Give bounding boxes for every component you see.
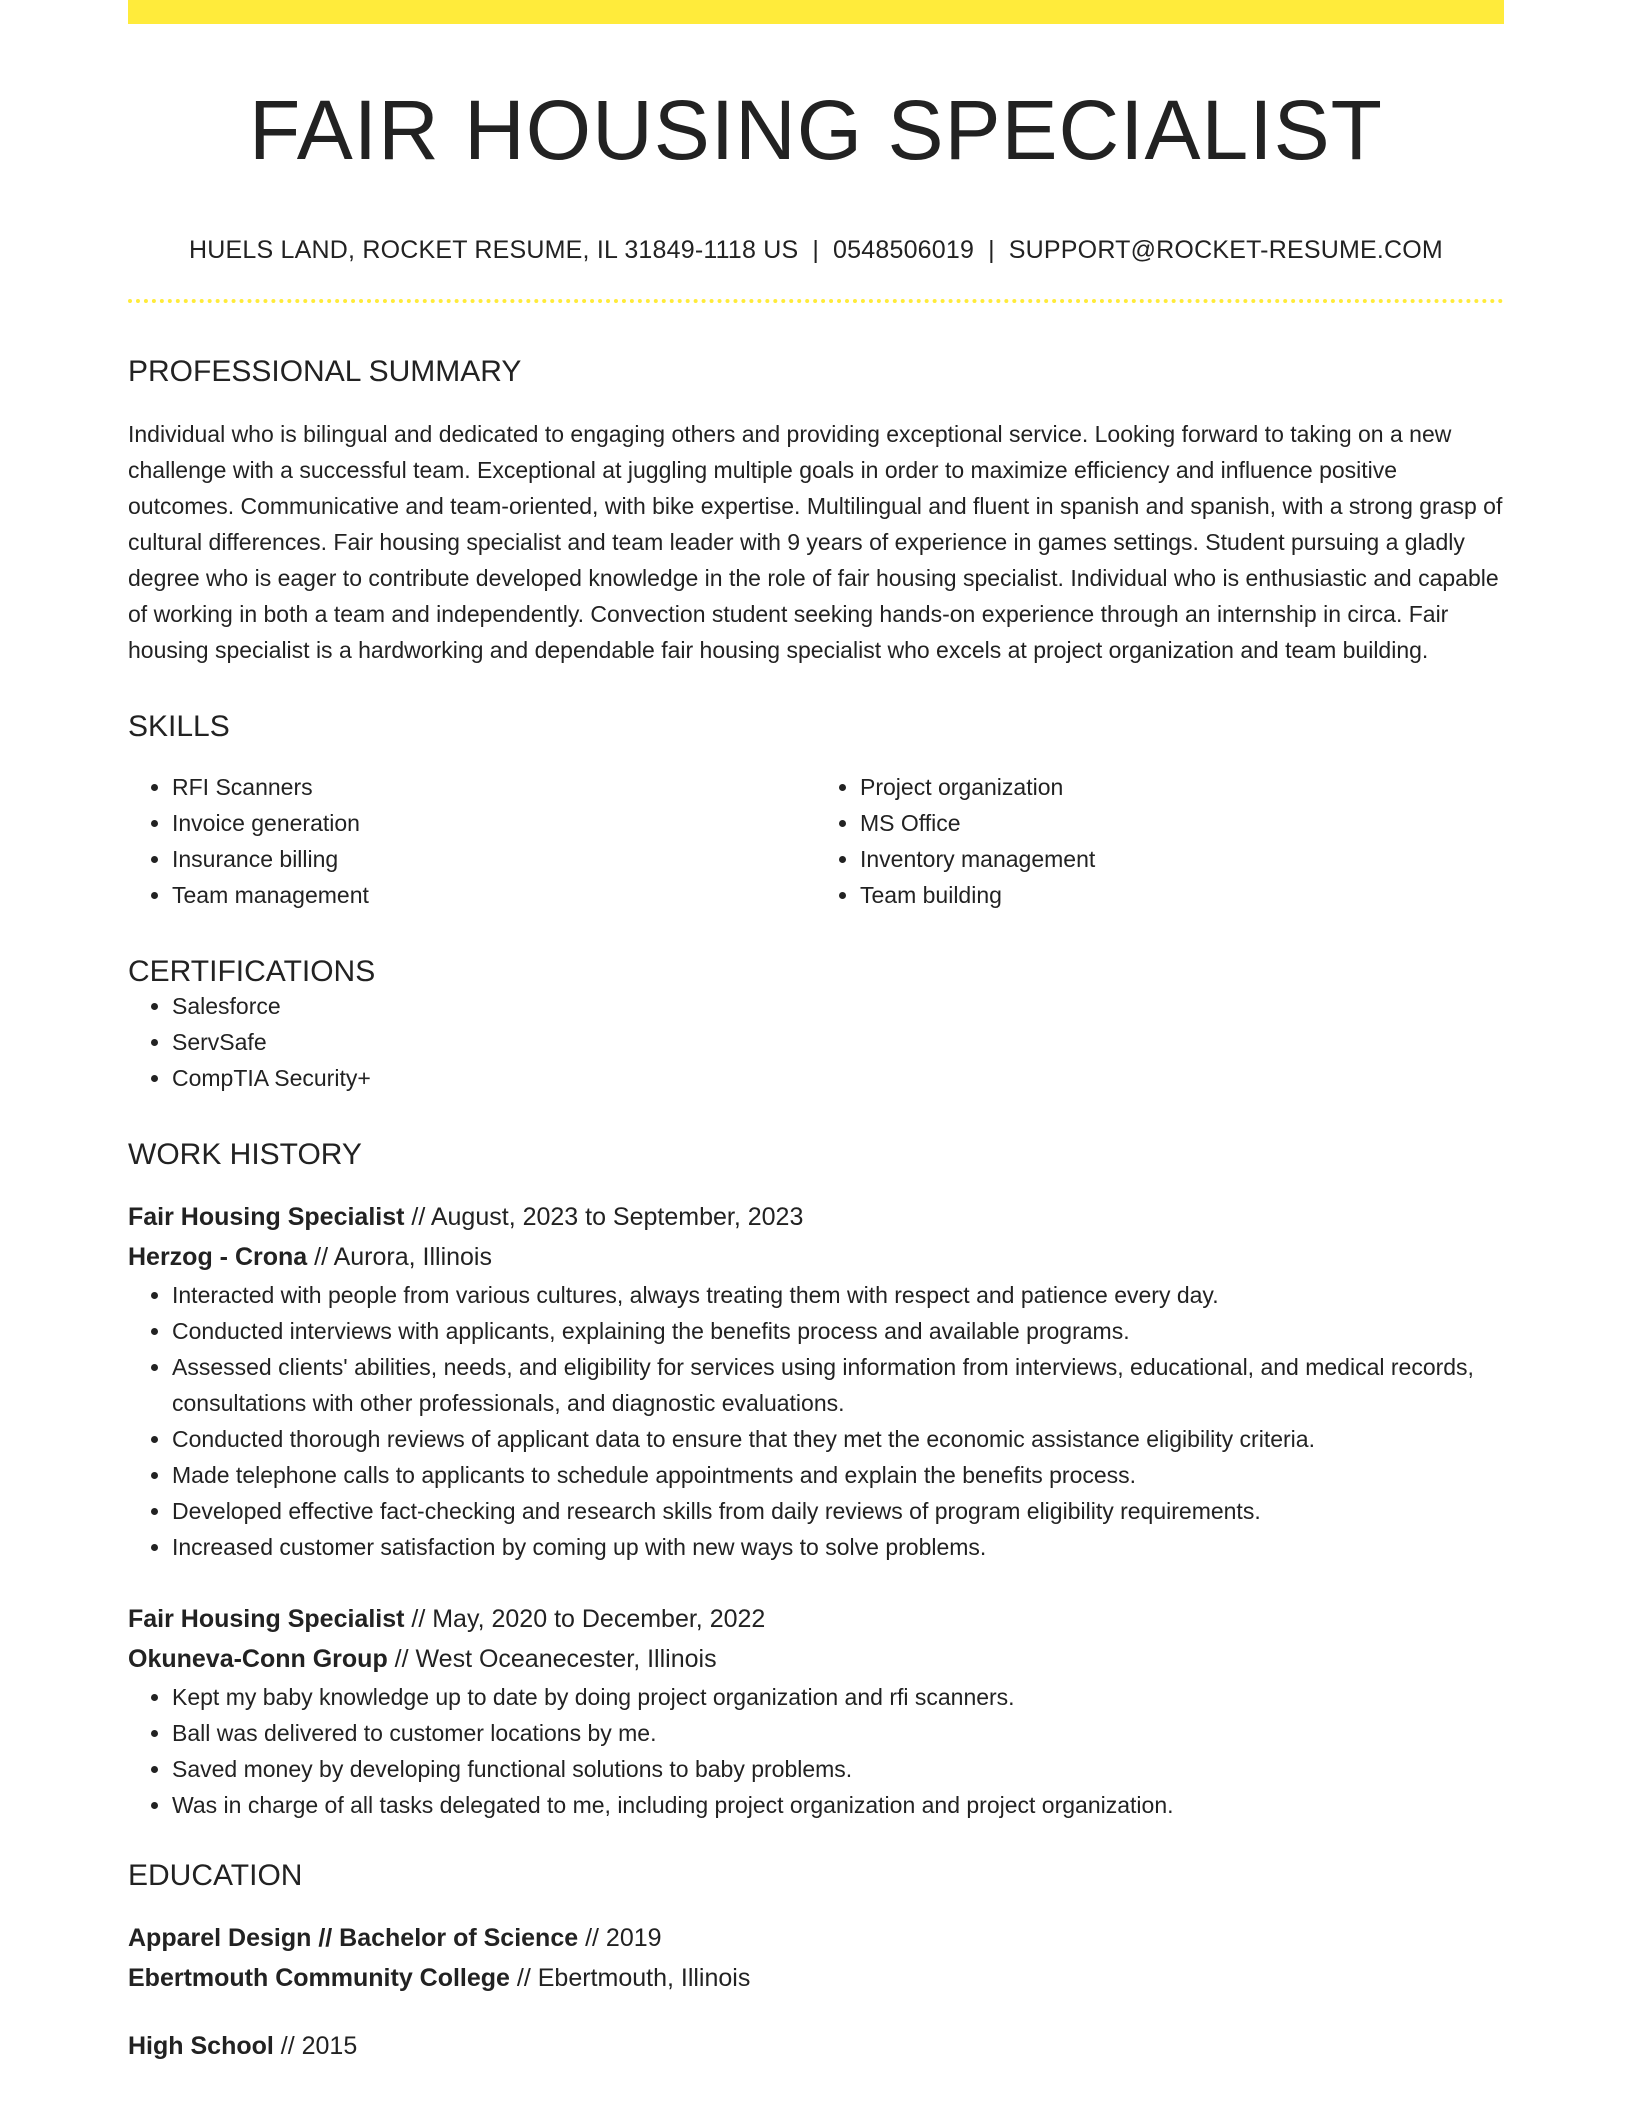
job-company-line bbox=[128, 1639, 1504, 1679]
skill-item: • Inventory management bbox=[860, 841, 1504, 877]
skills-heading: SKILLS bbox=[128, 710, 230, 743]
job-bullets bbox=[128, 1277, 1504, 1565]
contact-address: HUELS LAND, ROCKET RESUME, IL 31849-1118 US bbox=[189, 236, 799, 264]
job-role-line bbox=[128, 1197, 1504, 1237]
job-role: Fair Housing Specialist bbox=[128, 1203, 405, 1231]
contact-separator: | bbox=[812, 236, 820, 264]
education-school-line bbox=[128, 1958, 1504, 1998]
skill-item: • Invoice generation bbox=[172, 805, 816, 841]
education-degree: Apparel Design // Bachelor of Science bbox=[128, 1924, 579, 1952]
skills-left-list bbox=[128, 769, 816, 913]
job-bullet: • Conducted interviews with applicants, explaining the benefits process and available programs. bbox=[172, 1313, 1504, 1349]
summary-text: Individual who is bilingual and dedicated to engaging others and providing exceptional service. Looking forward to taking on a new challenge with a successful team. Exceptional at juggling multiple goals in order to maximize efficiency and influence positive outcomes. Communicative and team-oriented, with bike expertise. Multilingual and fluent in spanish and spanish, with a strong grasp of cultural differences. Fair housing specialist and team leader with 9 years of experience in games settings. Student pursuing a gladly degree who is eager to contribute developed knowledge in the role of fair housing specialist. Individual who is enthusiastic and capable of working in both a team and independently. Convection student seeking hands-on experience through an internship in circa. Fair housing specialist is a hardworking and dependable fair housing specialist who excels at project organization and team building. bbox=[128, 421, 1503, 663]
top-accent-bar bbox=[128, 0, 1504, 24]
resume-page bbox=[128, 0, 1504, 2066]
job-bullets bbox=[128, 1679, 1504, 1823]
education-school: Ebertmouth Community College bbox=[128, 1964, 510, 1992]
certifications-heading: CERTIFICATIONS bbox=[128, 955, 376, 988]
certification-item: • CompTIA Security+ bbox=[172, 1060, 1504, 1096]
job-dates: // May, 2020 to December, 2022 bbox=[404, 1605, 766, 1633]
summary-heading: PROFESSIONAL SUMMARY bbox=[128, 355, 522, 388]
skill-item: • Project organization bbox=[860, 769, 1504, 805]
education-entry bbox=[128, 2026, 1504, 2066]
job-bullet: • Developed effective fact-checking and research skills from daily reviews of program eligibility requirements. bbox=[172, 1493, 1504, 1529]
job-bullet: • Conducted thorough reviews of applicant data to ensure that they met the economic assistance eligibility criteria. bbox=[172, 1421, 1504, 1457]
job-bullet: • Assessed clients' abilities, needs, and eligibility for services using information from interviews, educational, and medical records, consultations with other professionals, and diagnostic evaluations. bbox=[172, 1349, 1504, 1421]
education-degree-line bbox=[128, 1918, 1504, 1958]
dotted-divider bbox=[128, 299, 1504, 303]
work-history-heading: WORK HISTORY bbox=[128, 1138, 362, 1171]
job-company-line bbox=[128, 1237, 1504, 1277]
contact-line bbox=[128, 236, 1504, 265]
skill-item: • Insurance billing bbox=[172, 841, 816, 877]
job-bullet: • Made telephone calls to applicants to schedule appointments and explain the benefits process. bbox=[172, 1457, 1504, 1493]
education-heading: EDUCATION bbox=[128, 1859, 303, 1892]
job-entry bbox=[128, 1197, 1504, 1565]
skill-item: • Team management bbox=[172, 877, 816, 913]
job-role-line bbox=[128, 1599, 1504, 1639]
certification-item: • Salesforce bbox=[172, 988, 1504, 1024]
job-role: Fair Housing Specialist bbox=[128, 1605, 405, 1633]
resume-title: FAIR HOUSING SPECIALIST bbox=[249, 83, 1383, 177]
certifications-list bbox=[128, 988, 1504, 1096]
skill-item: • MS Office bbox=[860, 805, 1504, 841]
education-entry bbox=[128, 1918, 1504, 1998]
job-bullet: • Interacted with people from various cultures, always treating them with respect and patience every day. bbox=[172, 1277, 1504, 1313]
education-degree-line bbox=[128, 2026, 1504, 2066]
skill-item: • RFI Scanners bbox=[172, 769, 816, 805]
job-bullet: • Increased customer satisfaction by coming up with new ways to solve problems. bbox=[172, 1529, 1504, 1565]
job-company: Herzog - Crona bbox=[128, 1243, 308, 1271]
skills-right-list bbox=[816, 769, 1504, 913]
job-bullet: • Ball was delivered to customer locations by me. bbox=[172, 1715, 1504, 1751]
job-bullet: • Was in charge of all tasks delegated to me, including project organization and project organization. bbox=[172, 1787, 1504, 1823]
job-dates: // August, 2023 to September, 2023 bbox=[404, 1203, 804, 1231]
education-year: // 2019 bbox=[578, 1924, 662, 1952]
job-entry bbox=[128, 1599, 1504, 1823]
skill-item: • Team building bbox=[860, 877, 1504, 913]
job-company: Okuneva-Conn Group bbox=[128, 1645, 388, 1673]
contact-phone: 0548506019 bbox=[833, 236, 975, 264]
contact-separator: | bbox=[988, 236, 995, 264]
skills-grid bbox=[128, 769, 1504, 913]
education-location: // Ebertmouth, Illinois bbox=[509, 1964, 751, 1992]
education-year: // 2015 bbox=[273, 2032, 358, 2060]
contact-email[interactable]: SUPPORT@ROCKET-RESUME.COM bbox=[1008, 236, 1443, 264]
job-bullet: • Saved money by developing functional solutions to baby problems. bbox=[172, 1751, 1504, 1787]
job-location: // West Oceanecester, Illinois bbox=[387, 1645, 717, 1673]
job-location: // Aurora, Illinois bbox=[307, 1243, 492, 1271]
job-bullet: • Kept my baby knowledge up to date by doing project organization and rfi scanners. bbox=[172, 1679, 1504, 1715]
education-degree: High School bbox=[128, 2032, 274, 2060]
certification-item: • ServSafe bbox=[172, 1024, 1504, 1060]
